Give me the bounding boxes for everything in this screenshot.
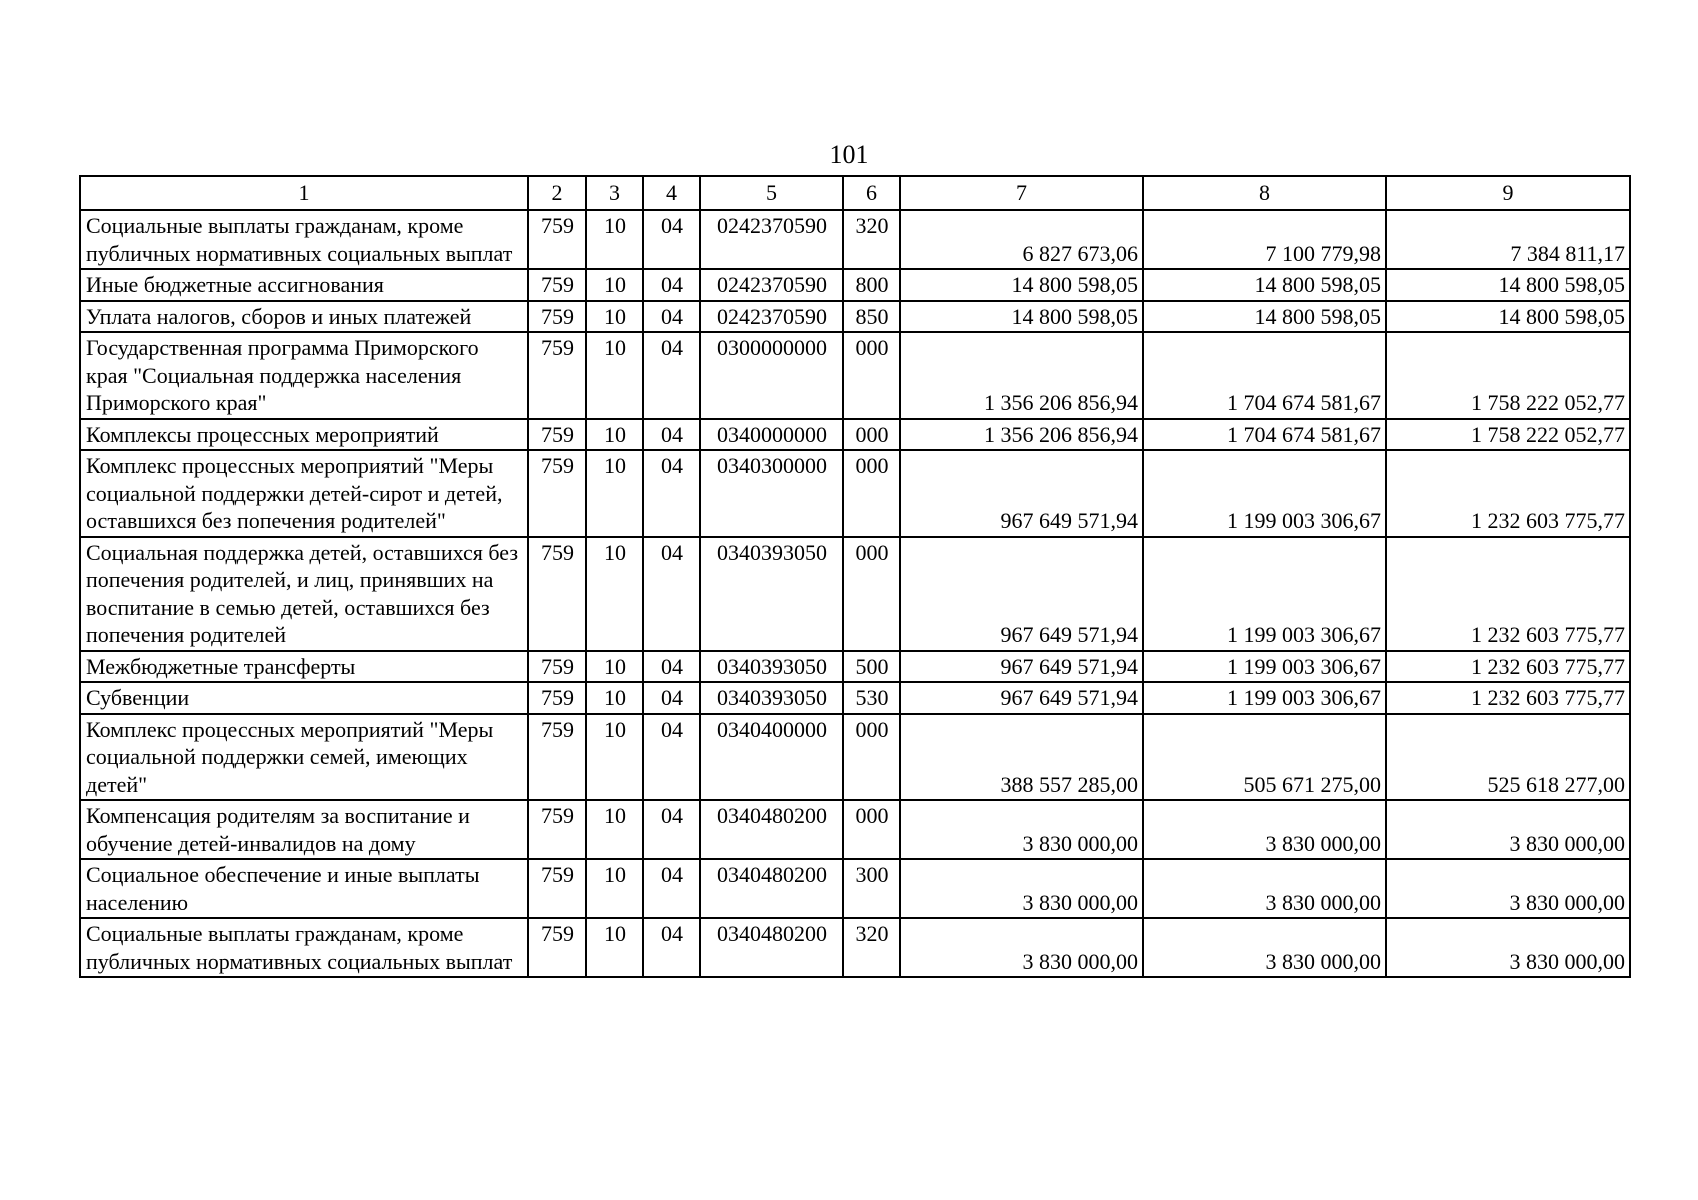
row-name: Социальные выплаты гражданам, кроме публичных нормативных социальных выплат bbox=[80, 918, 528, 977]
table-row bbox=[80, 714, 1630, 801]
row-ministry-code: 759 bbox=[528, 450, 586, 537]
header-cell: 7 bbox=[900, 176, 1143, 210]
row-expense-type: 000 bbox=[843, 800, 900, 859]
row-section-code: 10 bbox=[586, 450, 643, 537]
row-target-code: 0340400000 bbox=[700, 714, 843, 801]
row-ministry-code: 759 bbox=[528, 419, 586, 451]
row-amount-col9: 7 384 811,17 bbox=[1386, 210, 1630, 269]
row-subsection-code: 04 bbox=[643, 918, 700, 977]
row-amount-col9: 14 800 598,05 bbox=[1386, 269, 1630, 301]
table-row bbox=[80, 450, 1630, 537]
row-section-code: 10 bbox=[586, 301, 643, 333]
row-amount-col7: 14 800 598,05 bbox=[900, 301, 1143, 333]
row-expense-type: 000 bbox=[843, 332, 900, 419]
row-section-code: 10 bbox=[586, 651, 643, 683]
header-cell: 4 bbox=[643, 176, 700, 210]
row-amount-col9: 1 758 222 052,77 bbox=[1386, 419, 1630, 451]
header-row bbox=[80, 176, 1630, 210]
row-ministry-code: 759 bbox=[528, 800, 586, 859]
table-row bbox=[80, 918, 1630, 977]
row-section-code: 10 bbox=[586, 419, 643, 451]
row-name: Субвенции bbox=[80, 682, 528, 714]
row-amount-col8: 7 100 779,98 bbox=[1143, 210, 1386, 269]
row-amount-col8: 3 830 000,00 bbox=[1143, 918, 1386, 977]
row-subsection-code: 04 bbox=[643, 269, 700, 301]
row-amount-col8: 1 199 003 306,67 bbox=[1143, 450, 1386, 537]
row-ministry-code: 759 bbox=[528, 537, 586, 651]
row-section-code: 10 bbox=[586, 918, 643, 977]
header-cell: 6 bbox=[843, 176, 900, 210]
row-amount-col8: 3 830 000,00 bbox=[1143, 800, 1386, 859]
row-amount-col9: 1 232 603 775,77 bbox=[1386, 537, 1630, 651]
table-row bbox=[80, 301, 1630, 333]
row-ministry-code: 759 bbox=[528, 714, 586, 801]
row-ministry-code: 759 bbox=[528, 859, 586, 918]
row-section-code: 10 bbox=[586, 537, 643, 651]
row-expense-type: 320 bbox=[843, 210, 900, 269]
header-cell: 1 bbox=[80, 176, 528, 210]
row-target-code: 0340480200 bbox=[700, 800, 843, 859]
table-row bbox=[80, 859, 1630, 918]
row-amount-col7: 388 557 285,00 bbox=[900, 714, 1143, 801]
row-amount-col7: 3 830 000,00 bbox=[900, 800, 1143, 859]
row-name: Государственная программа Приморского края "Социальная поддержка населения Приморского края" bbox=[80, 332, 528, 419]
row-target-code: 0340480200 bbox=[700, 859, 843, 918]
row-amount-col9: 1 758 222 052,77 bbox=[1386, 332, 1630, 419]
row-target-code: 0340000000 bbox=[700, 419, 843, 451]
page-number: 101 bbox=[829, 140, 869, 169]
row-amount-col9: 3 830 000,00 bbox=[1386, 918, 1630, 977]
row-target-code: 0340393050 bbox=[700, 651, 843, 683]
row-subsection-code: 04 bbox=[643, 332, 700, 419]
row-amount-col9: 525 618 277,00 bbox=[1386, 714, 1630, 801]
row-name: Социальное обеспечение и иные выплаты населению bbox=[80, 859, 528, 918]
row-amount-col9: 3 830 000,00 bbox=[1386, 859, 1630, 918]
row-expense-type: 320 bbox=[843, 918, 900, 977]
row-amount-col9: 3 830 000,00 bbox=[1386, 800, 1630, 859]
row-target-code: 0340300000 bbox=[700, 450, 843, 537]
row-section-code: 10 bbox=[586, 332, 643, 419]
row-section-code: 10 bbox=[586, 210, 643, 269]
row-expense-type: 000 bbox=[843, 714, 900, 801]
row-amount-col9: 14 800 598,05 bbox=[1386, 301, 1630, 333]
row-target-code: 0340393050 bbox=[700, 537, 843, 651]
row-subsection-code: 04 bbox=[643, 714, 700, 801]
budget-table bbox=[79, 175, 1631, 978]
row-expense-type: 000 bbox=[843, 419, 900, 451]
row-name: Уплата налогов, сборов и иных платежей bbox=[80, 301, 528, 333]
row-expense-type: 000 bbox=[843, 450, 900, 537]
header-cell: 5 bbox=[700, 176, 843, 210]
row-amount-col7: 967 649 571,94 bbox=[900, 682, 1143, 714]
table-row bbox=[80, 210, 1630, 269]
row-target-code: 0242370590 bbox=[700, 269, 843, 301]
table-row bbox=[80, 332, 1630, 419]
row-ministry-code: 759 bbox=[528, 651, 586, 683]
row-amount-col7: 1 356 206 856,94 bbox=[900, 419, 1143, 451]
row-subsection-code: 04 bbox=[643, 859, 700, 918]
row-amount-col8: 1 704 674 581,67 bbox=[1143, 332, 1386, 419]
row-ministry-code: 759 bbox=[528, 269, 586, 301]
row-expense-type: 530 bbox=[843, 682, 900, 714]
row-name: Межбюджетные трансферты bbox=[80, 651, 528, 683]
row-amount-col7: 1 356 206 856,94 bbox=[900, 332, 1143, 419]
row-amount-col7: 14 800 598,05 bbox=[900, 269, 1143, 301]
table-row bbox=[80, 419, 1630, 451]
row-subsection-code: 04 bbox=[643, 800, 700, 859]
row-amount-col8: 1 199 003 306,67 bbox=[1143, 537, 1386, 651]
row-section-code: 10 bbox=[586, 714, 643, 801]
table-row bbox=[80, 269, 1630, 301]
row-expense-type: 500 bbox=[843, 651, 900, 683]
row-subsection-code: 04 bbox=[643, 651, 700, 683]
row-ministry-code: 759 bbox=[528, 682, 586, 714]
row-subsection-code: 04 bbox=[643, 537, 700, 651]
row-section-code: 10 bbox=[586, 800, 643, 859]
row-subsection-code: 04 bbox=[643, 419, 700, 451]
header-cell: 9 bbox=[1386, 176, 1630, 210]
row-amount-col8: 14 800 598,05 bbox=[1143, 269, 1386, 301]
header-cell: 3 bbox=[586, 176, 643, 210]
row-amount-col7: 3 830 000,00 bbox=[900, 918, 1143, 977]
row-name: Компенсация родителям за воспитание и обучение детей-инвалидов на дому bbox=[80, 800, 528, 859]
row-target-code: 0242370590 bbox=[700, 210, 843, 269]
row-target-code: 0242370590 bbox=[700, 301, 843, 333]
row-section-code: 10 bbox=[586, 859, 643, 918]
row-ministry-code: 759 bbox=[528, 918, 586, 977]
row-name: Социальные выплаты гражданам, кроме публичных нормативных социальных выплат bbox=[80, 210, 528, 269]
row-target-code: 0340393050 bbox=[700, 682, 843, 714]
row-amount-col7: 6 827 673,06 bbox=[900, 210, 1143, 269]
table-row bbox=[80, 651, 1630, 683]
row-amount-col8: 1 199 003 306,67 bbox=[1143, 651, 1386, 683]
row-amount-col9: 1 232 603 775,77 bbox=[1386, 450, 1630, 537]
row-amount-col8: 505 671 275,00 bbox=[1143, 714, 1386, 801]
row-ministry-code: 759 bbox=[528, 301, 586, 333]
row-amount-col9: 1 232 603 775,77 bbox=[1386, 682, 1630, 714]
row-name: Социальная поддержка детей, оставшихся без попечения родителей, и лиц, принявших на воспитание в семью детей, оставшихся без попечения родителей bbox=[80, 537, 528, 651]
table-row bbox=[80, 537, 1630, 651]
row-expense-type: 850 bbox=[843, 301, 900, 333]
table-row bbox=[80, 800, 1630, 859]
row-amount-col8: 3 830 000,00 bbox=[1143, 859, 1386, 918]
header-cell: 8 bbox=[1143, 176, 1386, 210]
header-cell: 2 bbox=[528, 176, 586, 210]
row-expense-type: 300 bbox=[843, 859, 900, 918]
row-ministry-code: 759 bbox=[528, 332, 586, 419]
row-amount-col7: 967 649 571,94 bbox=[900, 450, 1143, 537]
row-amount-col8: 1 199 003 306,67 bbox=[1143, 682, 1386, 714]
row-amount-col7: 967 649 571,94 bbox=[900, 537, 1143, 651]
row-target-code: 0340480200 bbox=[700, 918, 843, 977]
row-name: Комплекс процессных мероприятий "Меры социальной поддержки семей, имеющих детей" bbox=[80, 714, 528, 801]
row-name: Комплексы процессных мероприятий bbox=[80, 419, 528, 451]
row-subsection-code: 04 bbox=[643, 682, 700, 714]
table-row bbox=[80, 682, 1630, 714]
row-section-code: 10 bbox=[586, 682, 643, 714]
row-expense-type: 000 bbox=[843, 537, 900, 651]
row-name: Комплекс процессных мероприятий "Меры социальной поддержки детей-сирот и детей, оставшихся без попечения родителей" bbox=[80, 450, 528, 537]
row-amount-col8: 1 704 674 581,67 bbox=[1143, 419, 1386, 451]
row-subsection-code: 04 bbox=[643, 210, 700, 269]
row-amount-col7: 3 830 000,00 bbox=[900, 859, 1143, 918]
row-amount-col7: 967 649 571,94 bbox=[900, 651, 1143, 683]
row-ministry-code: 759 bbox=[528, 210, 586, 269]
row-subsection-code: 04 bbox=[643, 301, 700, 333]
row-amount-col9: 1 232 603 775,77 bbox=[1386, 651, 1630, 683]
row-name: Иные бюджетные ассигнования bbox=[80, 269, 528, 301]
row-section-code: 10 bbox=[586, 269, 643, 301]
row-amount-col8: 14 800 598,05 bbox=[1143, 301, 1386, 333]
row-target-code: 0300000000 bbox=[700, 332, 843, 419]
row-expense-type: 800 bbox=[843, 269, 900, 301]
row-subsection-code: 04 bbox=[643, 450, 700, 537]
